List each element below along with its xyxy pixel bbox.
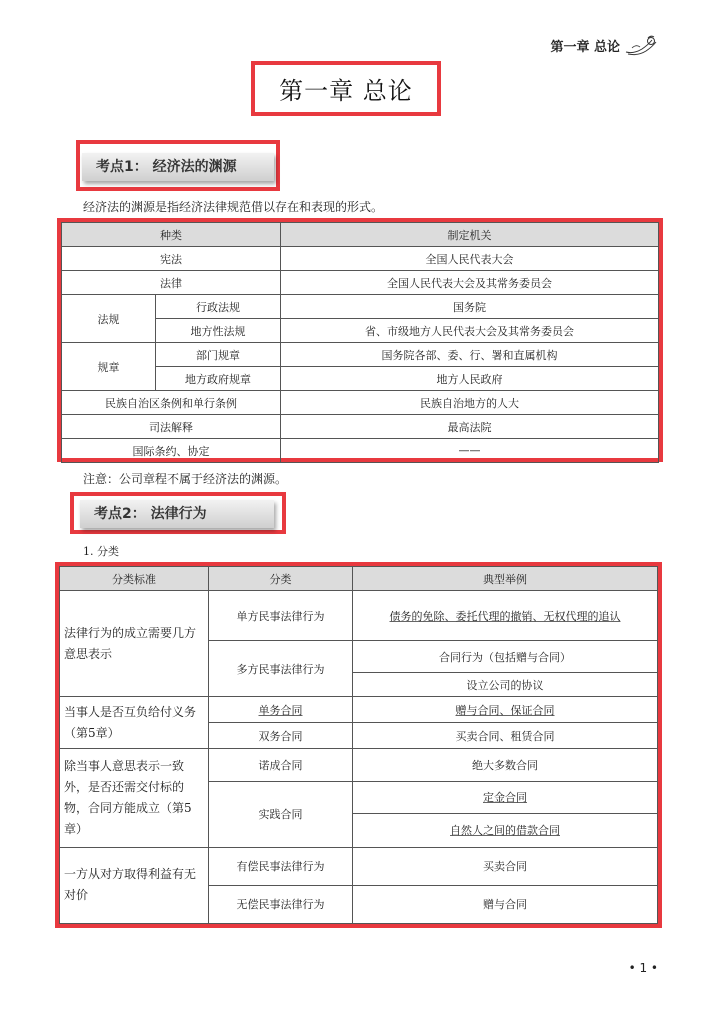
table-row bbox=[62, 391, 659, 415]
cell-example: 定金合同 bbox=[353, 781, 658, 813]
cell-type: 单方民事法律行为 bbox=[209, 591, 353, 641]
cell-example: 绝大多数合同 bbox=[353, 749, 658, 781]
cell-kind: 行政法规 bbox=[156, 295, 281, 319]
table-header-row bbox=[62, 223, 659, 247]
cell-example: 债务的免除、委托代理的撤销、无权代理的追认 bbox=[353, 591, 658, 641]
cell-example: 买卖合同 bbox=[353, 847, 658, 885]
cell-group: 法规 bbox=[62, 295, 156, 343]
table-row bbox=[60, 847, 658, 885]
cell-body: 国务院各部、委、行、署和直属机构 bbox=[281, 343, 659, 367]
cell-kind: 地方性法规 bbox=[156, 319, 281, 343]
cell-body: 全国人民代表大会 bbox=[281, 247, 659, 271]
cell-example: 赠与合同 bbox=[353, 885, 658, 923]
section1-label: 考点1： 经济法的渊源 bbox=[82, 153, 274, 181]
cell-group: 规章 bbox=[62, 343, 156, 391]
header-example: 典型举例 bbox=[353, 567, 658, 591]
table-row bbox=[62, 271, 659, 295]
table-row bbox=[62, 295, 659, 319]
cell-example: 赠与合同、保证合同 bbox=[353, 697, 658, 723]
table-row bbox=[60, 697, 658, 723]
cell-kind: 地方政府规章 bbox=[156, 367, 281, 391]
table-row bbox=[62, 415, 659, 439]
cell-body: 全国人民代表大会及其常务委员会 bbox=[281, 271, 659, 295]
table-row bbox=[62, 439, 659, 463]
cell-body: 地方人民政府 bbox=[281, 367, 659, 391]
running-header-title: 第一章 总论 bbox=[550, 39, 620, 55]
cell-kind: 法律 bbox=[62, 271, 281, 295]
cell-body: 省、市级地方人民代表大会及其常务委员会 bbox=[281, 319, 659, 343]
header-criterion: 分类标准 bbox=[60, 567, 209, 591]
cell-body: 民族自治地方的人大 bbox=[281, 391, 659, 415]
cell-kind: 司法解释 bbox=[62, 415, 281, 439]
table-row bbox=[62, 247, 659, 271]
cell-body: 最高法院 bbox=[281, 415, 659, 439]
cell-body: —— bbox=[281, 439, 659, 463]
cell-example: 设立公司的协议 bbox=[353, 673, 658, 697]
header-body: 制定机关 bbox=[281, 223, 659, 247]
cell-type: 双务合同 bbox=[209, 723, 353, 749]
sources-table bbox=[61, 222, 659, 463]
section1-note: 注意：公司章程不属于经济法的渊源。 bbox=[83, 472, 288, 486]
cell-type: 无偿民事法律行为 bbox=[209, 885, 353, 923]
sources-table-frame bbox=[57, 218, 663, 462]
section2-label: 考点2： 法律行为 bbox=[80, 500, 274, 528]
cell-criterion: 除当事人意思表示一致外，是否还需交付标的物，合同方能成立（第5章） bbox=[60, 749, 209, 847]
cell-type: 诺成合同 bbox=[209, 749, 353, 781]
cell-kind: 部门规章 bbox=[156, 343, 281, 367]
cell-criterion: 一方从对方取得利益有无对价 bbox=[60, 847, 209, 923]
header-type: 分类 bbox=[209, 567, 353, 591]
cell-type: 有偿民事法律行为 bbox=[209, 847, 353, 885]
section2-subheading: 1. 分类 bbox=[83, 545, 119, 558]
cell-example: 自然人之间的借款合同 bbox=[353, 813, 658, 847]
flourish-ornament-icon bbox=[624, 34, 658, 56]
cell-criterion: 当事人是否互负给付义务（第5章） bbox=[60, 697, 209, 749]
classification-table-frame bbox=[55, 562, 662, 928]
section1-intro: 经济法的渊源是指经济法律规范借以存在和表现的形式。 bbox=[83, 200, 384, 214]
table-row bbox=[60, 591, 658, 641]
cell-kind: 民族自治区条例和单行条例 bbox=[62, 391, 281, 415]
table-row bbox=[62, 343, 659, 367]
table-row bbox=[60, 749, 658, 781]
cell-example: 买卖合同、租赁合同 bbox=[353, 723, 658, 749]
chapter-title: 第一章 总论 bbox=[279, 77, 413, 105]
cell-example: 合同行为（包括赠与合同） bbox=[353, 641, 658, 673]
cell-kind: 宪法 bbox=[62, 247, 281, 271]
cell-criterion: 法律行为的成立需要几方意思表示 bbox=[60, 591, 209, 697]
cell-kind: 国际条约、协定 bbox=[62, 439, 281, 463]
table-header-row bbox=[60, 567, 658, 591]
chapter-title-frame bbox=[251, 61, 441, 116]
running-header bbox=[550, 34, 658, 56]
cell-type: 实践合同 bbox=[209, 781, 353, 847]
page-number: • 1 • bbox=[628, 961, 658, 975]
header-kind: 种类 bbox=[62, 223, 281, 247]
cell-type: 单务合同 bbox=[209, 697, 353, 723]
cell-type: 多方民事法律行为 bbox=[209, 641, 353, 697]
cell-body: 国务院 bbox=[281, 295, 659, 319]
classification-table bbox=[59, 566, 658, 924]
